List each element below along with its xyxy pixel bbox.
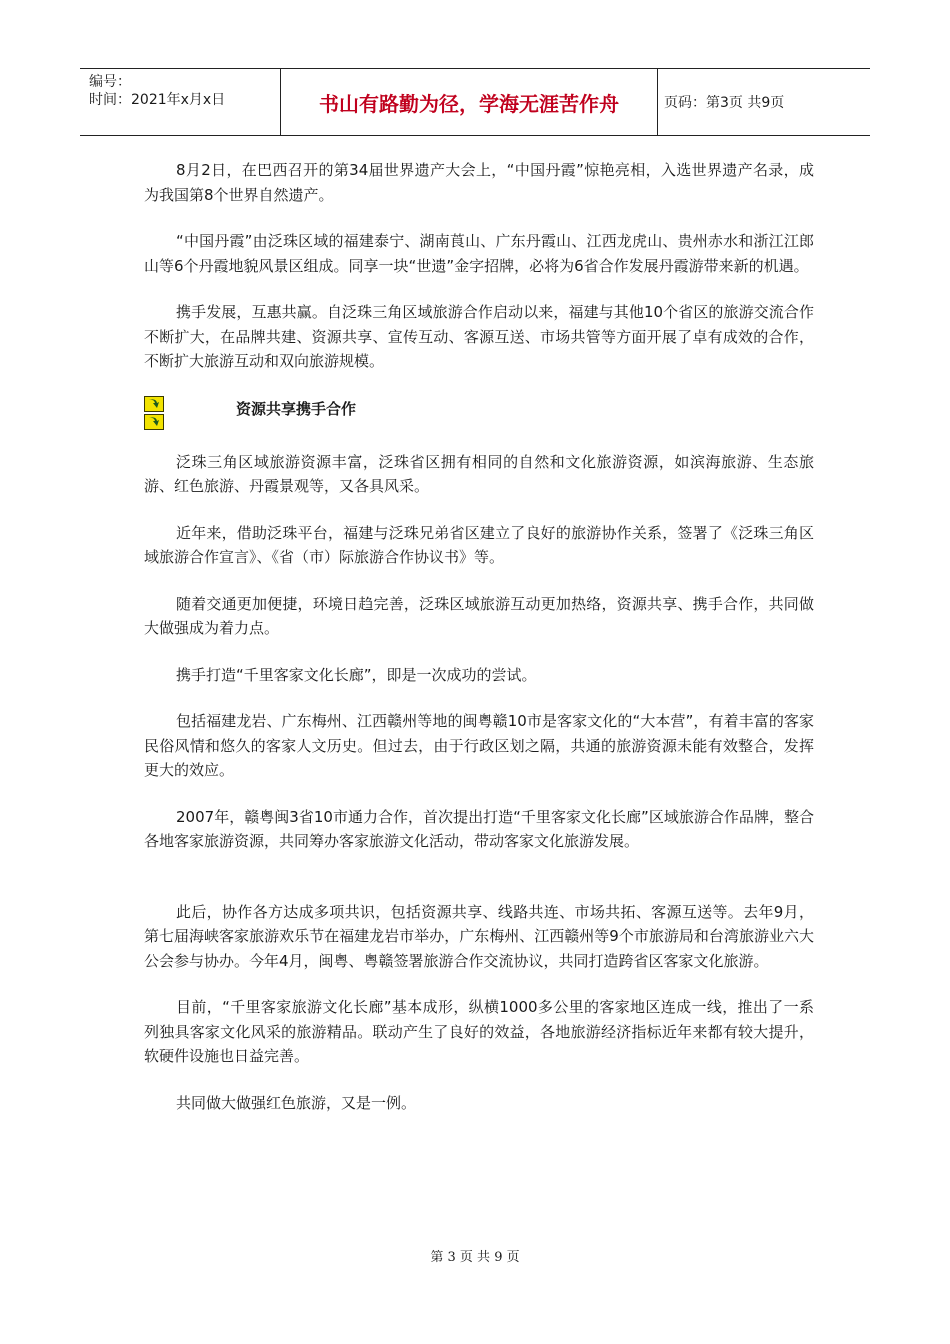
paragraph: 包括福建龙岩、广东梅州、江西赣州等地的闽粤赣10市是客家文化的“大本营”，有着丰富的客家民俗风情和悠久的客家人文历史。但过去，由于行政区划之隔，共通的旅游资源未能有效整合，发挥更大的效应。	[144, 712, 814, 779]
header-motto: 书山有路勤为径，学海无涯苦作舟	[281, 69, 658, 135]
section-heading	[144, 396, 814, 432]
number-label: 编号：	[89, 74, 131, 90]
paragraph: 8月2日，在巴西召开的第34届世界遗产大会上，“中国丹霞”惊艳亮相，入选世界遗产名录，成为我国第8个世界自然遗产。	[144, 161, 814, 204]
paragraph: “中国丹霞”由泛珠区域的福建泰宁、湖南莨山、广东丹霞山、江西龙虎山、贵州赤水和浙江江郎山等6个丹霞地貌风景区组成。同享一块“世遗”金字招牌，必将为6省合作发展丹霞游带来新的机遇。	[144, 232, 814, 275]
paragraph: 共同做大做强红色旅游，又是一例。	[176, 1093, 417, 1112]
page-footer: 第 3 页 共 9 页	[430, 1250, 520, 1265]
paragraph: 此后，协作各方达成多项共识，包括资源共享、线路共连、市场共拓、客源互送等。去年9月，第七届海峡客家旅游欢乐节在福建龙岩市举办，广东梅州、江西赣州等9个市旅游局和台湾旅游业六大公会参与协办。今年4月，闽粤、粤赣签署旅游合作交流协议，共同打造跨省区客家文化旅游。	[144, 902, 814, 970]
time-label: 时间：2021年x月x日	[89, 92, 226, 108]
paragraph: 目前，“千里客家旅游文化长廊”基本成形，纵横1000多公里的客家地区连成一线，推出了一系列独具客家文化风采的旅游精品。联动产生了良好的效益，各地旅游经济指标近年来都有较大提升，软硬件设施也日益完善。	[144, 998, 814, 1065]
paragraph: 2007年，赣粤闽3省10市通力合作，首次提出打造“千里客家文化长廊”区域旅游合作品牌，整合各地客家旅游资源，共同筹办客家旅游文化活动，带动客家文化旅游发展。	[144, 807, 814, 850]
bullet-arrow-icon	[144, 414, 164, 430]
header-page-number: 页码：第3页 共9页	[664, 95, 785, 111]
paragraph: 携手发展，互惠共赢。自泛珠三角区域旅游合作启动以来，福建与其他10个省区的旅游交流合作不断扩大，在品牌共建、资源共享、宣传互动、客源互送、市场共管等方面开展了卓有成效的合作，不断扩大旅游互动和双向旅游规模。	[144, 303, 814, 370]
section-title: 资源共享携手合作	[236, 399, 357, 418]
paragraph: 近年来，借助泛珠平台，福建与泛珠兄弟省区建立了良好的旅游协作关系，签署了《泛珠三角区域旅游合作宣言》、《省（市）际旅游合作协议书》等。	[144, 523, 814, 566]
header-meta	[80, 69, 281, 135]
paragraph: 泛珠三角区域旅游资源丰富，泛珠省区拥有相同的自然和文化旅游资源，如滨海旅游、生态旅游、红色旅游、丹霞景观等，又各具风采。	[144, 452, 814, 495]
paragraph: 携手打造“千里客家文化长廊”，即是一次成功的尝试。	[176, 665, 537, 684]
page-header	[80, 68, 870, 136]
paragraph: 随着交通更加便捷，环境日趋完善，泛珠区域旅游互动更加热络，资源共享、携手合作，共同做大做强成为着力点。	[144, 594, 814, 637]
document-body	[144, 158, 814, 1137]
section-bullets	[144, 396, 166, 430]
bullet-arrow-icon	[144, 396, 164, 412]
